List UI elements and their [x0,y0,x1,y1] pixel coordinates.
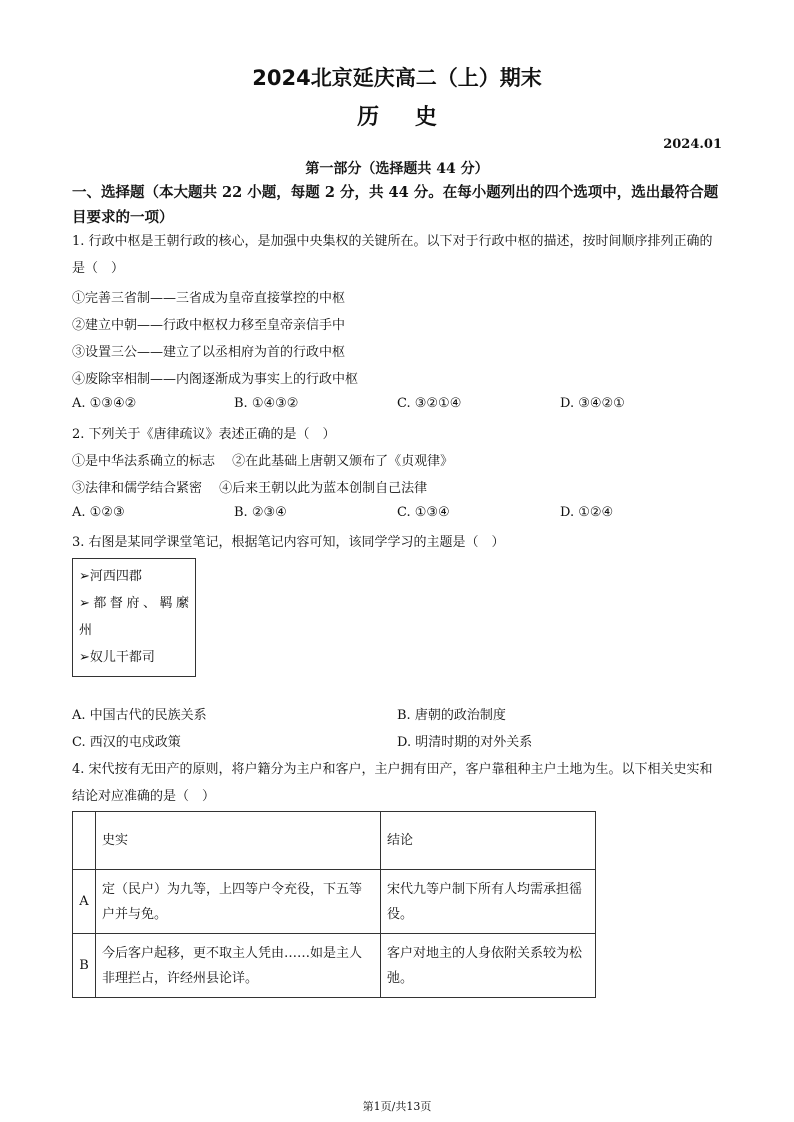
row-a-fact: 定（民户）为九等，上四等户令充役，下五等户并与免。 [96,870,381,934]
table-header-row [73,812,596,870]
note-item-2: ➢都督府、羁縻 [79,596,189,611]
q2-stem: 2. 下列关于《唐律疏议》表述正确的是（ ） [72,427,336,442]
header-fact: 史实 [96,812,381,870]
q3-option-b[interactable]: B. 唐朝的政治制度 [397,708,506,723]
header-conclusion: 结论 [381,812,596,870]
note-item-1: ➢河西四郡 [79,569,142,584]
q3-option-a[interactable]: A. 中国古代的民族关系 [72,708,207,723]
q1-option-d[interactable]: D. ③④②① [560,396,625,411]
q2-items-line-1: ①是中华法系确立的标志 ②在此基础上唐朝又颁布了《贞观律》 [72,454,454,469]
q1-option-c[interactable]: C. ③②①④ [397,396,462,411]
exam-date: 2024.01 [663,137,722,152]
header-blank-cell [73,812,96,870]
q1-option-b[interactable]: B. ①④③② [234,396,299,411]
q3-option-c[interactable]: C. 西汉的屯戍政策 [72,735,181,750]
q2-option-c[interactable]: C. ①③④ [397,505,450,520]
q1-option-a[interactable]: A. ①③④② [72,396,137,411]
exam-title: 2024北京延庆高二（上）期末 [252,66,542,90]
part1-description: 一、选择题（本大题共 22 小题，每题 2 分，共 44 分。在每小题列出的四个选项中，选出最符合题目要求的一项） [72,184,719,226]
class-notes-box [72,558,196,677]
table-row [73,934,596,998]
row-label-b[interactable]: B [73,934,96,998]
q2-option-d[interactable]: D. ①②④ [560,505,614,520]
q2-option-b[interactable]: B. ②③④ [234,505,287,520]
row-a-conclusion: 宋代九等户制下所有人均需承担徭役。 [381,870,596,934]
q1-item-4: ④废除宰相制——内阁逐渐成为事实上的行政中枢 [72,372,359,387]
q1-item-1: ①完善三省制——三省成为皇帝直接掌控的中枢 [72,291,346,306]
part1-title: 第一部分（选择题共 44 分） [305,161,489,177]
row-label-a[interactable]: A [73,870,96,934]
q3-stem: 3. 右图是某同学课堂笔记，根据笔记内容可知，该同学学习的主题是（ ） [72,535,505,550]
q1-stem: 1. 行政中枢是王朝行政的核心，是加强中央集权的关键所在。以下对于行政中枢的描述，按时间顺序排列正确的是（ ） [72,234,713,276]
row-b-fact: 今后客户起移，更不取主人凭由……如是主人非理拦占，许经州县论详。 [96,934,381,998]
q4-stem: 4. 宋代按有无田产的原则，将户籍分为主户和客户，主户拥有田产，客户靠租种主户土地为生。以下相关史实和结论对应准确的是（ ） [72,762,713,804]
subject-title: 历 史 [357,105,437,130]
table-row [73,870,596,934]
note-item-3: ➢奴儿干都司 [79,650,155,665]
q2-option-a[interactable]: A. ①②③ [72,505,125,520]
q1-item-2: ②建立中朝——行政中枢权力移至皇帝亲信手中 [72,318,346,333]
q4-table [72,811,596,998]
q1-item-3: ③设置三公——建立了以丞相府为首的行政中枢 [72,345,346,360]
q3-option-d[interactable]: D. 明清时期的对外关系 [397,735,533,750]
page-footer: 第1页/共13页 [362,1100,432,1113]
q2-items-line-2: ③法律和儒学结合紧密 ④后来王朝以此为蓝本创制自己法律 [72,481,428,496]
note-item-2-cont: 州 [79,623,93,638]
row-b-conclusion: 客户对地主的人身依附关系较为松弛。 [381,934,596,998]
